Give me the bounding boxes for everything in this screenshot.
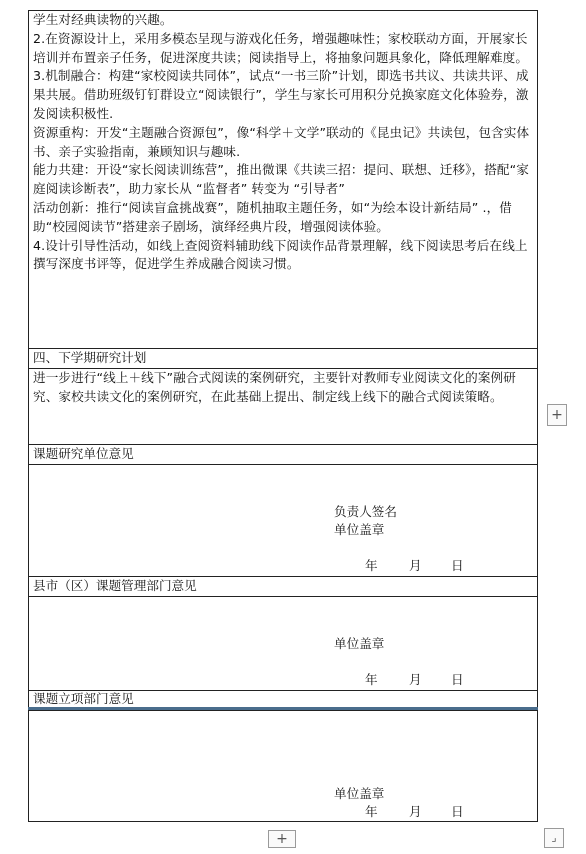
paragraph: 活动创新：推行“阅读盲盒挑战赛”，随机抽取主题任务，如“为绘本设计新结局” .，借助“校园阅读节”搭建亲子剧场，演绎经典片段，增强阅读体验。 bbox=[33, 199, 512, 234]
approval-opinion-header-cell[interactable] bbox=[28, 690, 538, 708]
approval-opinion-body-cell[interactable] bbox=[28, 710, 538, 822]
seal-label: 单位盖章 bbox=[334, 636, 385, 651]
day-label: 日 bbox=[451, 672, 464, 687]
table-resize-handle-icon[interactable]: ⌟ bbox=[544, 828, 564, 848]
paragraph: 4.设计引导性活动，如线上查阅资料辅助线下阅读作品背景理解，线下阅读思考后在线上撰写深度书评等，促进学生养成融合阅读习惯。 bbox=[33, 237, 528, 272]
paragraph: 2.在资源设计上，采用多模态呈现与游戏化任务，增强趣味性；家校联动方面，开展家长培训并布置亲子任务，促进深度共读；阅读指导上，将抽象问题具象化，降低理解难度。 bbox=[33, 30, 529, 65]
county-opinion-header-cell[interactable] bbox=[28, 576, 538, 596]
year-label: 年 bbox=[365, 558, 378, 573]
paragraph: 3.机制融合：构建“家校阅读共同体”，试点“一书三阶”计划，即选书共议、共读共评、成果共展。借助班级钉钉群设立“阅读银行”，学生与家长可用积分兑换家庭文化体验券，激发阅读积极性. bbox=[33, 68, 529, 121]
year-label: 年 bbox=[365, 804, 378, 819]
county-opinion-body-cell[interactable] bbox=[28, 596, 538, 690]
month-label: 月 bbox=[409, 672, 422, 687]
plan-body-cell[interactable] bbox=[28, 368, 538, 444]
month-label: 月 bbox=[409, 558, 422, 573]
unit-opinion-header-cell[interactable] bbox=[28, 444, 538, 464]
plan-body: 进一步进行“线上＋线下”融合式阅读的案例研究，主要针对教师专业阅读文化的案例研究、家校共读文化的案例研究，在此基础上提出、制定线上线下的融合式阅读策略。 bbox=[33, 370, 516, 404]
approval-opinion-title: 课题立项部门意见 bbox=[33, 691, 134, 706]
signer-label: 负责人签名 bbox=[334, 504, 397, 519]
day-label: 日 bbox=[451, 804, 464, 819]
paragraph: 学生对经典读物的兴趣。 bbox=[33, 12, 173, 27]
plan-title: 四、下学期研究计划 bbox=[33, 350, 147, 365]
unit-opinion-title: 课题研究单位意见 bbox=[33, 446, 134, 461]
year-label: 年 bbox=[365, 672, 378, 687]
add-row-button[interactable]: + bbox=[268, 830, 296, 848]
county-opinion-title: 县市（区）课题管理部门意见 bbox=[33, 578, 197, 593]
seal-label: 单位盖章 bbox=[334, 786, 385, 801]
progress-text-cell[interactable] bbox=[28, 10, 538, 348]
unit-opinion-body-cell[interactable] bbox=[28, 464, 538, 576]
day-label: 日 bbox=[451, 558, 464, 573]
month-label: 月 bbox=[409, 804, 422, 819]
add-column-button[interactable]: + bbox=[547, 404, 567, 426]
form-table bbox=[28, 10, 538, 822]
paragraph: 资源重构：开发“主题融合资源包”，像“科学＋文学”联动的《昆虫记》共读包，包含实体书、亲子实验指南，兼顾知识与趣味. bbox=[33, 124, 530, 159]
progress-text bbox=[29, 11, 537, 274]
paragraph: 能力共建：开设“家长阅读训练营”，推出微课《共读三招：提问、联想、迁移》，搭配“家庭阅读诊断表”，助力家长从 “监督者” 转变为 “引导者” bbox=[33, 162, 529, 197]
plan-header-cell[interactable] bbox=[28, 348, 538, 368]
seal-label: 单位盖章 bbox=[334, 522, 385, 537]
